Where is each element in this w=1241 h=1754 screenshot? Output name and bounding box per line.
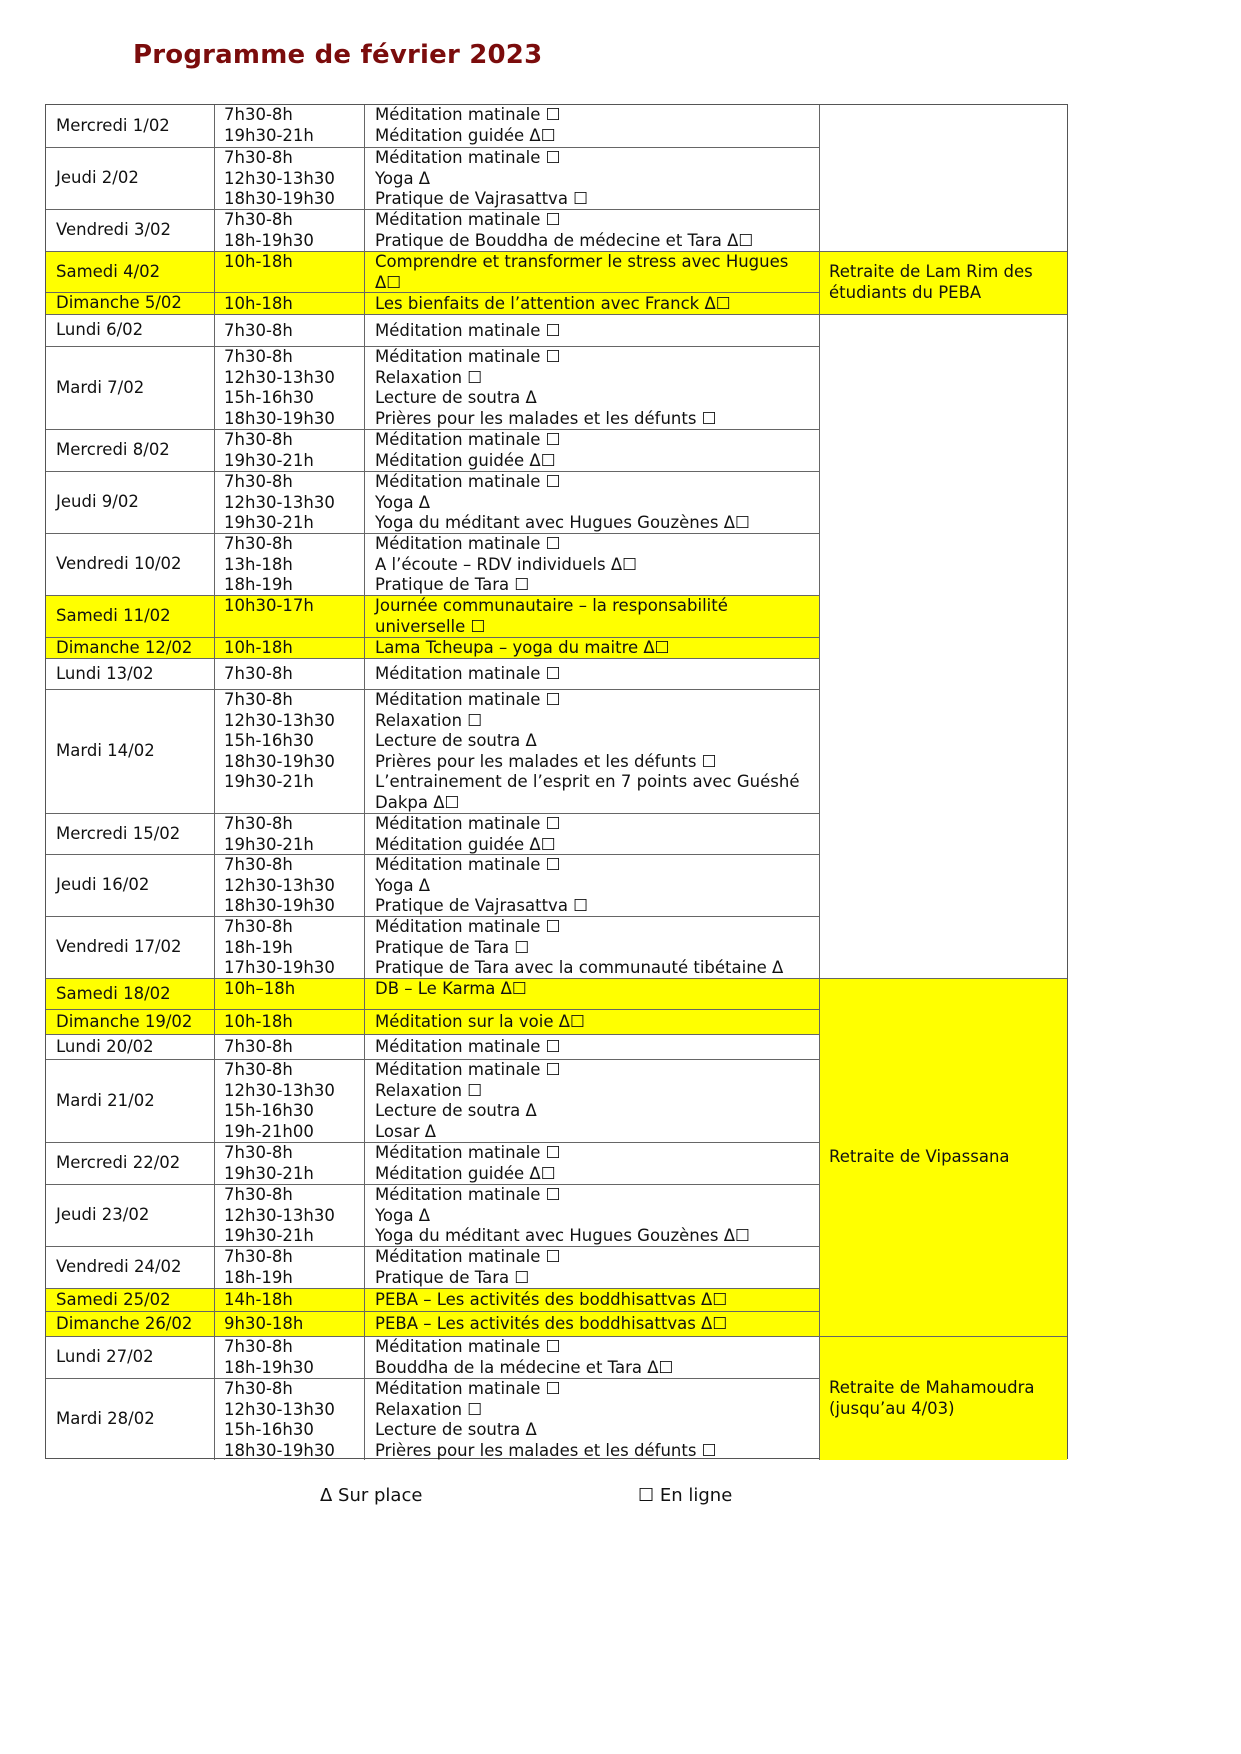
time-slot: 7h30-8h [224,1379,293,1398]
activity: Méditation matinale ☐ [375,320,561,340]
activity-cell [364,534,819,595]
schedule-row [46,346,819,429]
day-cell [46,534,214,595]
time-slot: 7h30-8h [224,855,293,874]
retreat-cell [819,1336,1067,1460]
time-cell [214,1010,364,1034]
schedule-row [46,813,819,854]
day-label: Dimanche 12/02 [56,637,193,657]
time-slot: 7h30-8h [224,1185,293,1204]
activity: Yoga Δ [375,168,431,188]
time-slot: 10h-18h [224,638,293,658]
day-label: Mercredi 8/02 [56,440,170,460]
time-slot: 7h30-8h [224,1060,293,1079]
schedule-row [46,292,819,314]
activity: A l’écoute – RDV individuels Δ☐ [375,554,637,574]
time-cell [214,917,364,978]
activity-cell [364,1185,819,1246]
activity: Pratique de Tara ☐ [375,937,530,957]
activity-cell [364,1247,819,1288]
day-cell [46,979,214,1009]
activity: Lecture de soutra Δ [375,1101,537,1121]
activity: Méditation guidée Δ☐ [375,834,556,854]
day-cell [46,210,214,251]
day-cell [46,638,214,658]
time-slot: 19h30-21h [224,1163,314,1183]
time-slot: 7h30-8h [224,534,293,553]
activity: Méditation guidée Δ☐ [375,125,556,145]
day-label: Samedi 11/02 [56,606,171,626]
schedule-row [46,1184,819,1246]
activity: Méditation matinale ☐ [375,1060,561,1079]
activity: Méditation matinale ☐ [375,534,561,553]
day-cell [46,855,214,916]
day-label: Vendredi 3/02 [56,220,172,240]
schedule-row [46,854,819,916]
time-cell [214,105,364,147]
activity-cell [364,1035,819,1059]
activity-cell [364,1289,819,1311]
day-cell [46,1337,214,1378]
schedule-row [46,533,819,595]
activity-cell [364,979,819,1009]
schedule-row [46,1378,819,1460]
time-slot: 19h30-21h [224,450,314,470]
time-slot: 7h30-8h [224,105,293,124]
activity-cell [364,347,819,429]
retreat-label: Retraite de Mahamoudra (jusqu’au 4/03) [829,1377,1035,1418]
time-slot: 12h30-13h30 [224,1399,335,1419]
activity: Méditation matinale ☐ [375,210,561,229]
day-cell [46,917,214,978]
activity: Lecture de soutra Δ [375,388,537,408]
activity: PEBA – Les activités des boddhisattvas Δ☐ [375,1290,728,1310]
day-cell [46,814,214,854]
day-cell [46,1289,214,1311]
activity: Les bienfaits de l’attention avec Franck Δ☐ [375,293,731,313]
time-slot: 13h-18h [224,554,293,574]
legend-onsite: Δ Sur place [320,1485,423,1506]
activity: Pratique de Tara ☐ [375,575,530,595]
time-slot: 12h30-13h30 [224,1205,335,1225]
schedule-row [46,105,819,147]
time-cell [214,979,364,1009]
schedule-row [46,471,819,533]
schedule-row [46,1059,819,1142]
activity-cell [364,293,819,314]
activity-cell [364,1010,819,1034]
activity: Bouddha de la médecine et Tara Δ☐ [375,1357,674,1377]
activity: Méditation matinale ☐ [375,917,561,936]
time-slot: 7h30-8h [224,148,293,167]
retreat-cell [819,314,1067,978]
retreat-label: Retraite de Lam Rim des étudiants du PEBA [829,262,1033,302]
schedule-row [46,658,819,689]
day-label: Vendredi 24/02 [56,1257,182,1277]
time-slot: 18h-19h30 [224,230,314,250]
time-slot: 10h–18h [224,979,296,998]
time-slot: 18h30-19h30 [224,1440,335,1460]
schedule-row [46,637,819,658]
activity-cell [364,315,819,346]
day-cell [46,596,214,637]
time-slot: 15h-16h30 [224,731,314,751]
day-label: Lundi 13/02 [56,663,154,683]
activity: Méditation matinale ☐ [375,105,561,124]
time-slot: 17h30-19h30 [224,958,335,978]
day-label: Mercredi 15/02 [56,823,181,843]
activity: Yoga du méditant avec Hugues Gouzènes Δ☐ [375,1226,750,1246]
time-slot: 15h-16h30 [224,1420,314,1440]
activity-cell [364,252,819,292]
activity: Lama Tcheupa – yoga du maitre Δ☐ [375,638,670,658]
time-cell [214,1379,364,1460]
activity: Yoga Δ [375,1205,431,1225]
activity: Méditation matinale ☐ [375,472,561,491]
activity: Relaxation ☐ [375,710,483,730]
time-slot: 10h-18h [224,1012,293,1032]
time-slot: 7h30-8h [224,814,293,833]
time-slot: 19h30-21h [224,834,314,854]
time-slot: 7h30-8h [224,664,293,684]
time-cell [214,1060,364,1142]
time-slot: 9h30-18h [224,1314,304,1334]
time-cell [214,210,364,251]
day-cell [46,659,214,689]
time-slot: 7h30-8h [224,1337,293,1356]
time-cell [214,1289,364,1311]
time-slot: 7h30-8h [224,1143,293,1162]
day-cell [46,1143,214,1184]
activity: Méditation matinale ☐ [375,430,561,449]
time-slot: 7h30-8h [224,917,293,936]
activity: Méditation matinale ☐ [375,347,561,366]
time-slot: 19h-21h00 [224,1121,314,1141]
schedule-row [46,314,819,346]
time-cell [214,347,364,429]
activity: Méditation matinale ☐ [375,855,561,874]
activity: Méditation guidée Δ☐ [375,450,556,470]
activity: Yoga Δ [375,492,431,512]
time-slot: 18h-19h30 [224,1357,314,1377]
time-slot: 12h30-13h30 [224,1080,335,1100]
schedule-row [46,1288,819,1311]
day-cell [46,430,214,471]
time-cell [214,148,364,209]
time-slot: 7h30-8h [224,1247,293,1266]
activity: Méditation matinale ☐ [375,690,561,709]
day-label: Mardi 21/02 [56,1090,155,1110]
time-slot: 19h30-21h [224,513,314,533]
schedule-row [46,209,819,251]
activity-cell [364,430,819,471]
day-cell [46,315,214,346]
day-cell [46,1035,214,1059]
day-cell [46,1185,214,1246]
activity: Méditation matinale ☐ [375,1337,561,1356]
activity-cell [364,472,819,533]
schedule-row [46,1246,819,1288]
schedule-row [46,689,819,813]
time-cell [214,690,364,813]
time-slot: 15h-16h30 [224,388,314,408]
schedule-row [46,251,819,292]
activity-cell [364,1379,819,1460]
time-cell [214,1247,364,1288]
time-cell [214,814,364,854]
activity: Pratique de Tara avec la communauté tibétaine Δ [375,958,784,978]
day-cell [46,252,214,292]
activity-cell [364,814,819,854]
time-cell [214,596,364,637]
retreat-cell [819,251,1067,314]
time-slot: 10h30-17h [224,596,314,615]
schedule-row [46,429,819,471]
retreat-cell [819,978,1067,1336]
activity: Pratique de Bouddha de médecine et Tara Δ☐ [375,230,754,250]
time-cell [214,1035,364,1059]
activity: Relaxation ☐ [375,1399,483,1419]
activity: Prières pour les malades et les défunts ☐ [375,1440,717,1460]
schedule-row [46,147,819,209]
activity-cell [364,210,819,251]
activity: Méditation matinale ☐ [375,148,561,167]
time-slot: 7h30-8h [224,472,293,491]
time-cell [214,1312,364,1336]
activity: Méditation matinale ☐ [375,1143,561,1162]
time-slot: 12h30-13h30 [224,710,335,730]
day-label: Jeudi 16/02 [56,875,150,895]
time-slot: 14h-18h [224,1290,293,1310]
activity: Losar Δ [375,1121,437,1141]
activity: L’entrainement de l’esprit en 7 points avec Guéshé Dakpa Δ☐ [375,772,800,812]
time-slot: 18h-19h [224,937,293,957]
activity: Comprendre et transformer le stress avec Hugues Δ☐ [375,252,789,292]
activity-cell [364,1337,819,1378]
day-cell [46,1010,214,1034]
day-label: Jeudi 9/02 [56,492,139,512]
schedule-table [45,104,1068,1459]
activity: Méditation matinale ☐ [375,1037,561,1057]
activity: DB – Le Karma Δ☐ [375,979,527,998]
activity: Yoga Δ [375,875,431,895]
time-slot: 19h30-21h [224,125,314,145]
time-slot: 18h30-19h30 [224,751,335,771]
activity: Méditation matinale ☐ [375,814,561,833]
activity: Méditation sur la voie Δ☐ [375,1012,585,1032]
day-cell [46,347,214,429]
day-label: Mardi 7/02 [56,377,145,397]
day-label: Lundi 6/02 [56,320,144,340]
time-cell [214,293,364,314]
activity: Méditation matinale ☐ [375,1379,561,1398]
time-cell [214,659,364,689]
time-cell [214,472,364,533]
activity-cell [364,855,819,916]
activity: Pratique de Vajrasattva ☐ [375,189,588,209]
retreat-cell [819,105,1067,251]
schedule-row [46,1009,819,1034]
time-cell [214,1185,364,1246]
day-cell [46,148,214,209]
activity-cell [364,148,819,209]
time-slot: 18h-19h [224,575,293,595]
time-slot: 19h30-21h [224,772,314,792]
day-cell [46,472,214,533]
time-cell [214,252,364,292]
time-slot: 7h30-8h [224,690,293,709]
schedule-row [46,1311,819,1336]
time-slot: 18h-19h [224,1267,293,1287]
time-slot: 15h-16h30 [224,1101,314,1121]
day-cell [46,1312,214,1336]
activity: Pratique de Vajrasattva ☐ [375,896,588,916]
day-cell [46,1060,214,1142]
time-slot: 18h30-19h30 [224,189,335,209]
activity: Prières pour les malades et les défunts ☐ [375,408,717,428]
time-cell [214,638,364,658]
activity: Yoga du méditant avec Hugues Gouzènes Δ☐ [375,513,750,533]
activity: Prières pour les malades et les défunts ☐ [375,751,717,771]
activity-cell [364,1312,819,1336]
activity: Méditation matinale ☐ [375,1185,561,1204]
activity: Lecture de soutra Δ [375,731,537,751]
activity: Relaxation ☐ [375,1080,483,1100]
activity-cell [364,1060,819,1142]
day-cell [46,105,214,147]
activity: Relaxation ☐ [375,367,483,387]
activity: PEBA – Les activités des boddhisattvas Δ☐ [375,1314,728,1334]
activity: Méditation matinale ☐ [375,664,561,684]
activity-cell [364,596,819,637]
retreat-label: Retraite de Vipassana [829,1147,1010,1167]
day-cell [46,1379,214,1460]
day-label: Mardi 28/02 [56,1409,155,1429]
time-cell [214,1337,364,1378]
time-cell [214,315,364,346]
time-cell [214,855,364,916]
schedule-row [46,978,819,1009]
activity-cell [364,690,819,813]
time-cell [214,430,364,471]
time-slot: 12h30-13h30 [224,168,335,188]
time-slot: 12h30-13h30 [224,875,335,895]
activity-cell [364,917,819,978]
time-slot: 18h30-19h30 [224,896,335,916]
day-label: Jeudi 2/02 [56,168,139,188]
day-label: Mardi 14/02 [56,741,155,761]
day-cell [46,690,214,813]
day-label: Vendredi 10/02 [56,554,182,574]
day-label: Jeudi 23/02 [56,1205,150,1225]
time-cell [214,534,364,595]
schedule-row [46,1142,819,1184]
day-label: Lundi 20/02 [56,1036,154,1056]
time-slot: 10h-18h [224,293,293,313]
time-cell [214,1143,364,1184]
day-label: Dimanche 26/02 [56,1313,193,1333]
time-slot: 18h30-19h30 [224,408,335,428]
day-cell [46,1247,214,1288]
schedule-row [46,1336,819,1378]
day-cell [46,293,214,314]
activity: Journée communautaire – la responsabilité universelle ☐ [375,596,728,636]
time-slot: 12h30-13h30 [224,367,335,387]
activity: Méditation guidée Δ☐ [375,1163,556,1183]
day-label: Dimanche 19/02 [56,1011,193,1031]
activity: Lecture de soutra Δ [375,1420,537,1440]
day-label: Mercredi 22/02 [56,1153,181,1173]
activity-cell [364,105,819,147]
day-label: Samedi 25/02 [56,1289,171,1309]
activity-cell [364,638,819,658]
page-title: Programme de février 2023 [133,40,543,70]
day-label: Samedi 4/02 [56,261,161,281]
schedule-row [46,595,819,637]
time-slot: 7h30-8h [224,210,293,229]
legend-online: ☐ En ligne [638,1485,733,1506]
time-slot: 7h30-8h [224,1037,293,1057]
activity: Pratique de Tara ☐ [375,1267,530,1287]
activity-cell [364,1143,819,1184]
time-slot: 19h30-21h [224,1226,314,1246]
time-slot: 7h30-8h [224,430,293,449]
time-slot: 7h30-8h [224,320,293,340]
day-label: Mercredi 1/02 [56,115,170,135]
time-slot: 7h30-8h [224,347,293,366]
time-slot: 12h30-13h30 [224,492,335,512]
schedule-row [46,1034,819,1059]
day-label: Dimanche 5/02 [56,293,182,313]
day-label: Vendredi 17/02 [56,937,182,957]
time-slot: 10h-18h [224,252,293,271]
day-label: Samedi 18/02 [56,983,171,1003]
activity-cell [364,659,819,689]
activity: Méditation matinale ☐ [375,1247,561,1266]
day-label: Lundi 27/02 [56,1347,154,1367]
schedule-row [46,916,819,978]
